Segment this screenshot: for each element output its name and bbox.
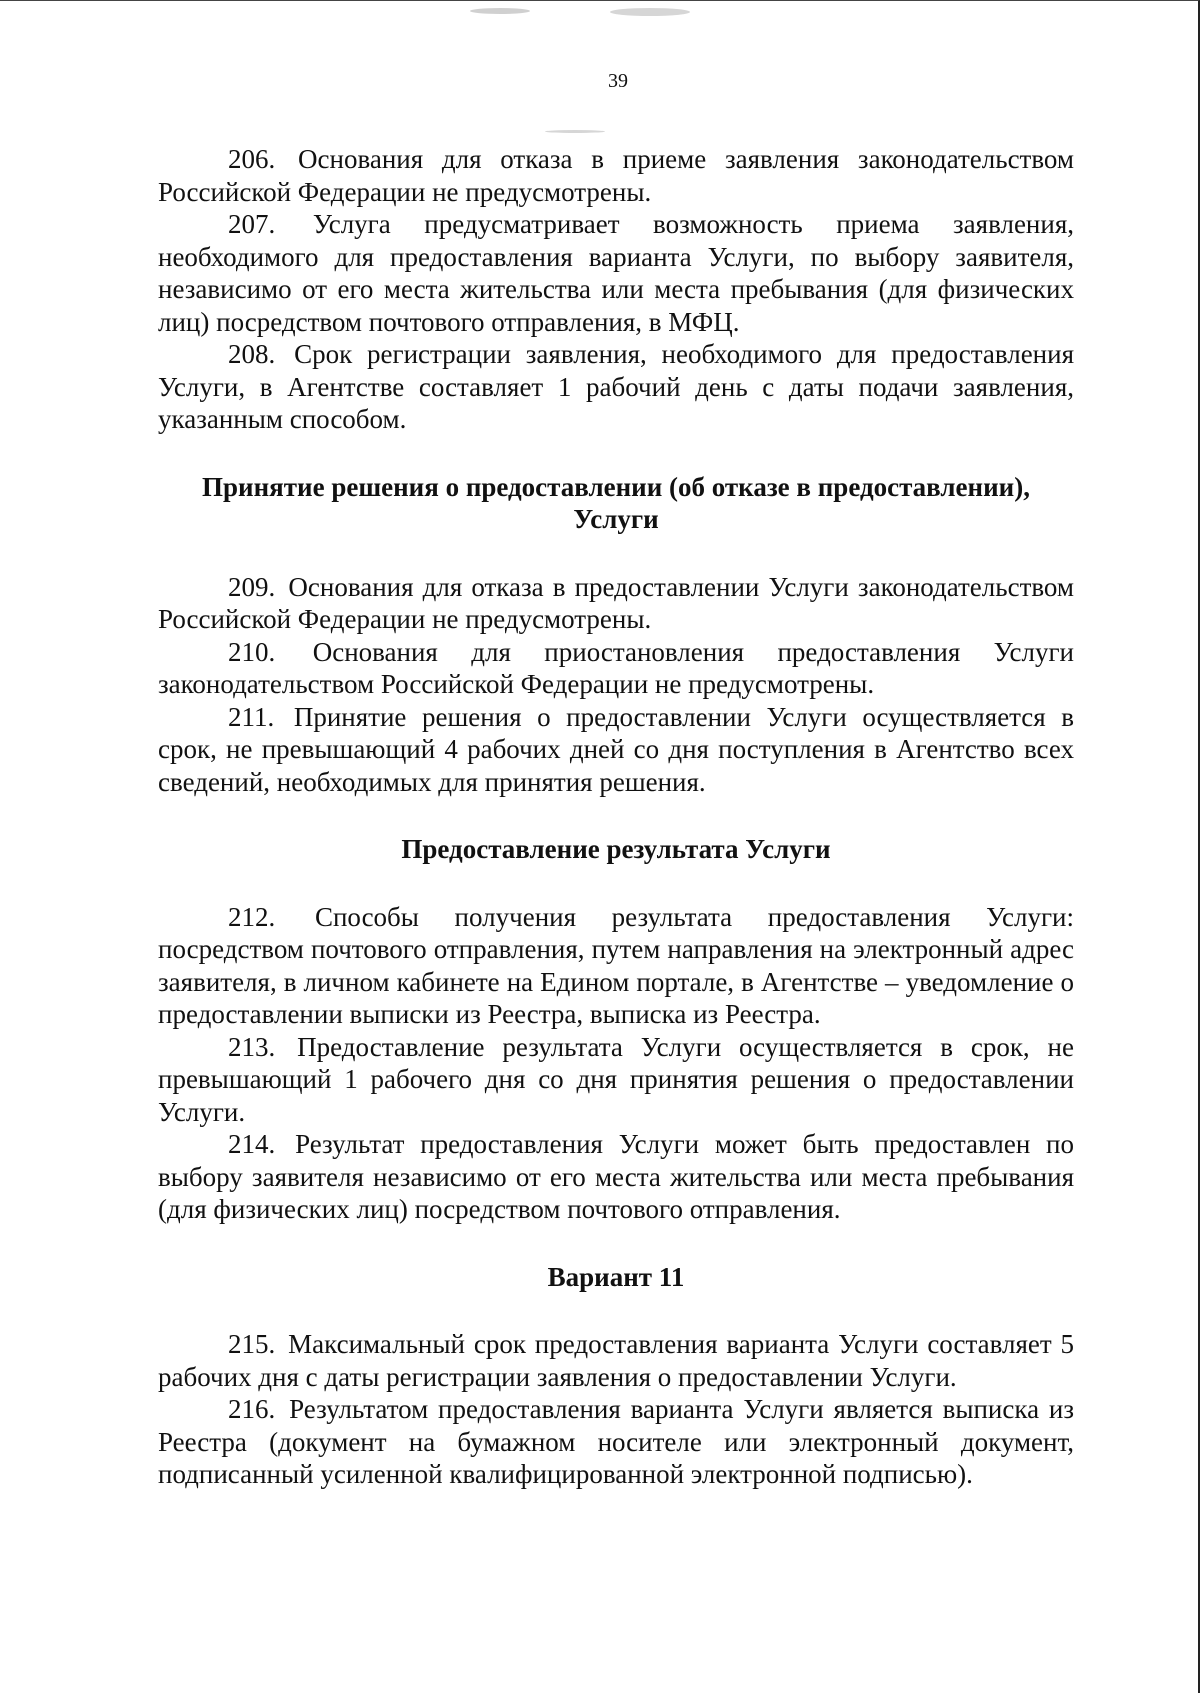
heading-line: Услуги	[573, 504, 659, 534]
paragraph-214	[158, 1128, 1074, 1226]
paragraph-207	[158, 208, 1074, 338]
page-number: 39	[608, 70, 628, 92]
paragraph-number: 206.	[228, 144, 276, 174]
paragraph-number: 214.	[228, 1129, 276, 1159]
paragraph-number: 215.	[228, 1329, 276, 1359]
section-heading-result: Предоставление результата Услуги	[401, 834, 831, 864]
section-heading-decision	[158, 471, 1074, 536]
section-heading-variant: Вариант 11	[547, 1261, 685, 1292]
paragraph-text: Принятие решения о предоставлении Услуги осуществляется в срок, не превышающий 4 рабочих дней со дня поступления в Агентство всех сведений, необходимых для принятия решения.	[158, 701, 1075, 797]
paragraph-number: 207.	[228, 209, 276, 239]
section-paragraphs-2	[158, 571, 1074, 799]
paragraph-210	[158, 636, 1074, 701]
paragraph-text: Основания для приостановления предоставления Услуги законодательством Российской Федерации не предусмотрены.	[158, 636, 1075, 699]
paragraph-209	[158, 571, 1074, 636]
section-paragraphs-3	[158, 901, 1074, 1226]
paragraph-number: 213.	[228, 1031, 276, 1062]
paragraph-number: 211.	[228, 701, 275, 732]
paragraph-number: 210.	[228, 636, 276, 667]
paragraph-211	[158, 701, 1074, 799]
paragraph-213	[158, 1031, 1074, 1129]
paragraph-number: 212.	[228, 901, 276, 932]
paragraph-text: Основания для отказа в приеме заявления законодательством Российской Федерации не предусмотрены.	[158, 144, 1074, 207]
paragraph-text: Предоставление результата Услуги осуществляется в срок, не превышающий 1 рабочего дня со дня принятия решения о предоставлении Услуги.	[158, 1031, 1074, 1127]
paragraph-text: Результат предоставления Услуги может быть предоставлен по выбору заявителя независимо от его места жительства или места пребывания (для физических лиц) посредством почтового отправления.	[158, 1129, 1075, 1224]
paragraph-text: Максимальный срок предоставления варианта Услуги составляет 5 рабочих дня с даты регистрации заявления о предоставлении Услуги.	[158, 1329, 1075, 1392]
paragraph-215	[158, 1328, 1074, 1393]
paragraph-208	[158, 338, 1074, 436]
paragraph-text: Услуга предусматривает возможность приема заявления, необходимого для предоставления варианта Услуги, по выбору заявителя, независимо от его места жительства или места пребывания (для физических лиц) посредством почтового отправления, в МФЦ.	[158, 209, 1075, 337]
scan-speck	[610, 8, 690, 16]
paragraph-212	[158, 901, 1074, 1031]
heading-line: Принятие решения о предоставлении (об отказе в предоставлении),	[202, 471, 1030, 502]
paragraph-text: Результатом предоставления варианта Услуги является выписка из Реестра (документ на бумажном носителе или электронный документ, подписанный усиленной квалифицированной электронной подписью).	[158, 1394, 1074, 1489]
scan-speck	[545, 130, 605, 133]
paragraph-number: 216.	[228, 1394, 276, 1424]
document-body	[158, 143, 1074, 1491]
paragraph-216	[158, 1393, 1074, 1491]
paragraph-text: Срок регистрации заявления, необходимого для предоставления Услуги, в Агентстве составляет 1 рабочий день с даты подачи заявления, указанным способом.	[158, 339, 1074, 434]
section-paragraphs-1	[158, 143, 1074, 436]
scan-speck	[470, 8, 530, 14]
paragraph-206	[158, 143, 1074, 208]
paragraph-number: 209.	[228, 571, 276, 602]
paragraph-text: Способы получения результата предоставления Услуги: посредством почтового отправления, путем направления на электронный адрес заявителя, в личном кабинете на Едином портале, в Агентстве – уведомление о предоставлении выписки из Реестра, выписка из Реестра.	[158, 901, 1075, 1029]
paragraph-number: 208.	[228, 339, 276, 369]
section-paragraphs-4	[158, 1328, 1074, 1491]
paragraph-text: Основания для отказа в предоставлении Услуги законодательством Российской Федерации не предусмотрены.	[158, 571, 1074, 634]
